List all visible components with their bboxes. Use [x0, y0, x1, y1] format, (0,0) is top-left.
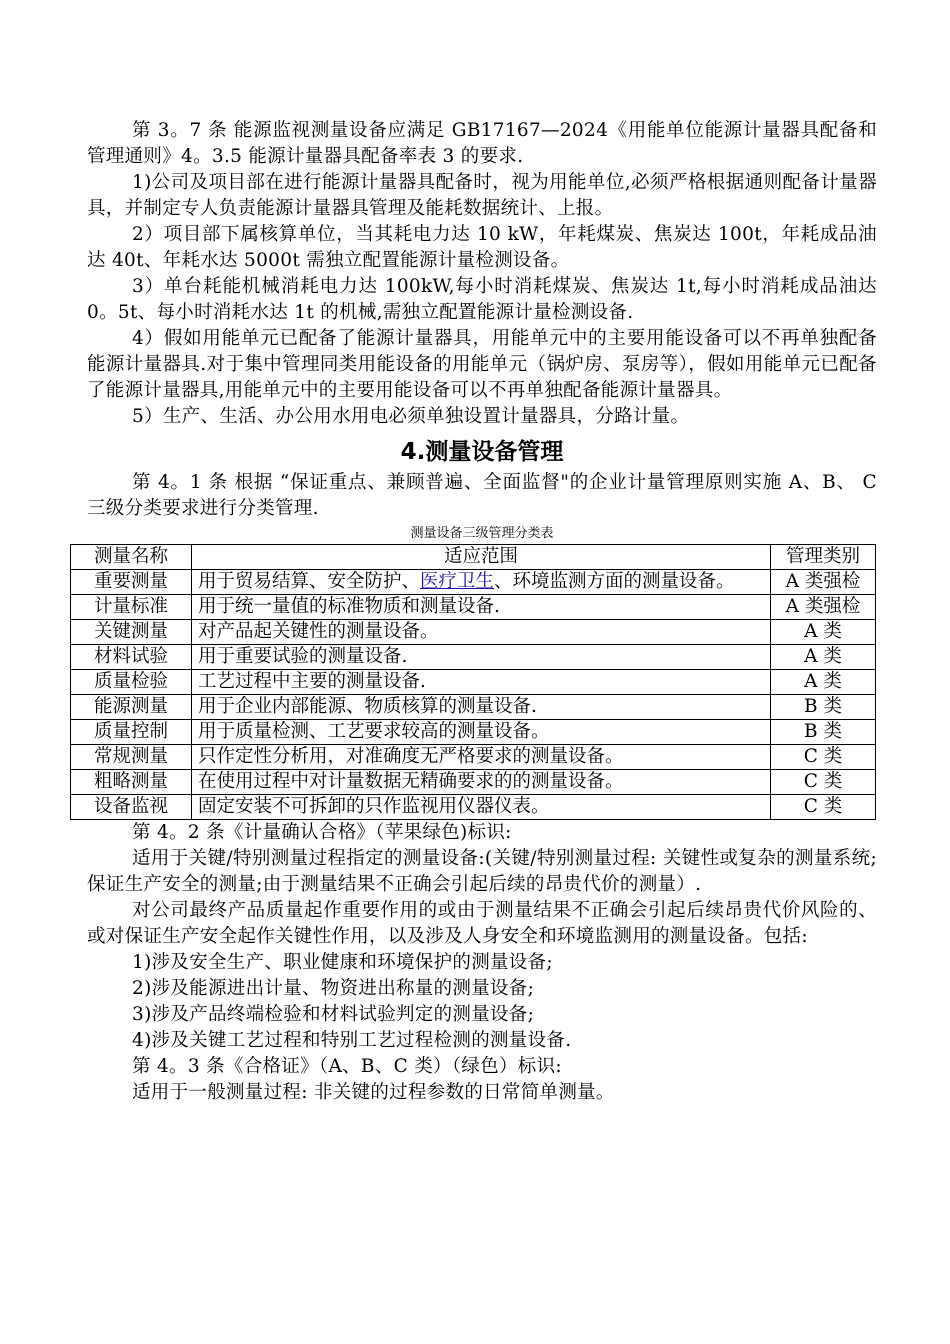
para-item-5: 5）生产、生活、办公用水用电必须单独设置计量器具，分路计量。	[132, 406, 690, 427]
list-item: 2)涉及能源进出计量、物资进出称量的测量设备;	[132, 978, 535, 999]
table-row	[71, 645, 876, 670]
header-category: 管理类别	[771, 545, 876, 570]
para-4-2-detail: 对公司最终产品质量起作重要作用的或由于测量结果不正确会引起后续昂贵代价风险的、或对保证生产安全起作关键性作用，以及涉及人身安全和环境监测用的测量设备。包括:	[87, 900, 877, 947]
row-scope: 工艺过程中主要的测量设备.	[192, 670, 771, 695]
scope-text-before: 用于贸易结算、安全防护、	[198, 571, 421, 592]
para-4-3-scope: 适用于一般测量过程: 非关键的过程参数的日常简单测量。	[132, 1082, 615, 1103]
para-item-2: 2）项目部下属核算单位，当其耗电力达 10 kW，年耗煤炭、焦炭达 100t，年耗成品油达 40t、年耗水达 5000t 需独立配置能源计量检测设备。	[87, 224, 877, 271]
row-category: B 类	[771, 720, 876, 745]
classification-table	[70, 544, 876, 820]
table-row	[71, 770, 876, 795]
table-row	[71, 695, 876, 720]
table-row	[71, 795, 876, 820]
para-4-1: 第 4。1 条 根据 “保证重点、兼顾普遍、全面监督"的企业计量管理原则实施 A、B、 C 三级分类要求进行分类管理.	[87, 472, 877, 519]
para-3-7: 第 3。7 条 能源监视测量设备应满足 GB17167—2024《用能单位能源计量器具配备和管理通则》4。3.5 能源计量器具配备率表 3 的要求.	[87, 120, 877, 167]
row-name: 材料试验	[71, 645, 192, 670]
row-name: 重要测量	[71, 570, 192, 595]
medical-link[interactable]: 医疗卫生	[420, 571, 495, 592]
row-category: C 类	[771, 795, 876, 820]
list-item: 4)涉及关键工艺过程和特别工艺过程检测的测量设备.	[132, 1030, 572, 1051]
row-scope	[192, 570, 771, 595]
table-row	[71, 595, 876, 620]
scope-text-after: 、环境监测方面的测量设备。	[494, 571, 735, 592]
row-scope: 用于重要试验的测量设备.	[192, 645, 771, 670]
row-category: A 类	[771, 645, 876, 670]
row-name: 质量控制	[71, 720, 192, 745]
table-row	[71, 720, 876, 745]
row-scope: 用于质量检测、工艺要求较高的测量设备。	[192, 720, 771, 745]
row-scope: 固定安装不可拆卸的只作监视用仪器仪表。	[192, 795, 771, 820]
header-name: 测量名称	[71, 545, 192, 570]
row-name: 常规测量	[71, 745, 192, 770]
table-header-row	[71, 545, 876, 570]
row-name: 质量检验	[71, 670, 192, 695]
para-4-2: 第 4。2 条《计量确认合格》（苹果绿色)标识:	[132, 822, 512, 843]
row-category: C 类	[771, 745, 876, 770]
row-category: A 类	[771, 620, 876, 645]
row-scope: 用于统一量值的标准物质和测量设备.	[192, 595, 771, 620]
row-name: 关键测量	[71, 620, 192, 645]
row-name: 粗略测量	[71, 770, 192, 795]
row-scope: 用于企业内部能源、物质核算的测量设备.	[192, 695, 771, 720]
row-name: 计量标准	[71, 595, 192, 620]
table-row	[71, 745, 876, 770]
row-category: A 类强检	[771, 570, 876, 595]
row-category: C 类	[771, 770, 876, 795]
para-item-1: 1)公司及项目部在进行能源计量器具配备时，视为用能单位,必须严格根据通则配备计量器具，并制定专人负责能源计量器具管理及能耗数据统计、上报。	[87, 172, 877, 219]
table-row	[71, 620, 876, 645]
para-item-4: 4）假如用能单元已配备了能源计量器具，用能单元中的主要用能设备可以不再单独配备能源计量器具.对于集中管理同类用能设备的用能单元（锅炉房、泵房等），假如用能单元已配备了能源计量器具,用能单元中的主要用能设备可以不再单独配备能源计量器具。	[87, 328, 877, 401]
row-scope: 对产品起关键性的测量设备。	[192, 620, 771, 645]
row-name: 设备监视	[71, 795, 192, 820]
table-row	[71, 670, 876, 695]
row-category: A 类	[771, 670, 876, 695]
para-4-2-scope: 适用于关键/特别测量过程指定的测量设备:(关键/特别测量过程: 关键性或复杂的测量系统; 保证生产安全的测量;由于测量结果不正确会引起后续的昂贵代价的测量）.	[87, 848, 877, 895]
para-4-3: 第 4。3 条《合格证》（A、B、C 类）（绿色）标识:	[132, 1056, 562, 1077]
table-caption: 测量设备三级管理分类表	[410, 526, 554, 541]
row-category: B 类	[771, 695, 876, 720]
row-category: A 类强检	[771, 595, 876, 620]
para-item-3: 3）单台耗能机械消耗电力达 100kW,每小时消耗煤炭、焦炭达 1t,每小时消耗成品油达 0。5t、每小时消耗水达 1t 的机械,需独立配置能源计量检测设备.	[87, 276, 877, 323]
table-row	[71, 570, 876, 595]
list-item: 1)涉及安全生产、职业健康和环境保护的测量设备;	[132, 952, 553, 973]
list-item: 3)涉及产品终端检验和材料试验判定的测量设备;	[132, 1004, 535, 1025]
section-heading: 4.测量设备管理	[400, 439, 564, 465]
row-scope: 在使用过程中对计量数据无精确要求的的测量设备。	[192, 770, 771, 795]
row-name: 能源测量	[71, 695, 192, 720]
row-scope: 只作定性分析用，对准确度无严格要求的测量设备。	[192, 745, 771, 770]
document-page	[87, 118, 877, 1106]
header-scope: 适应范围	[192, 545, 771, 570]
